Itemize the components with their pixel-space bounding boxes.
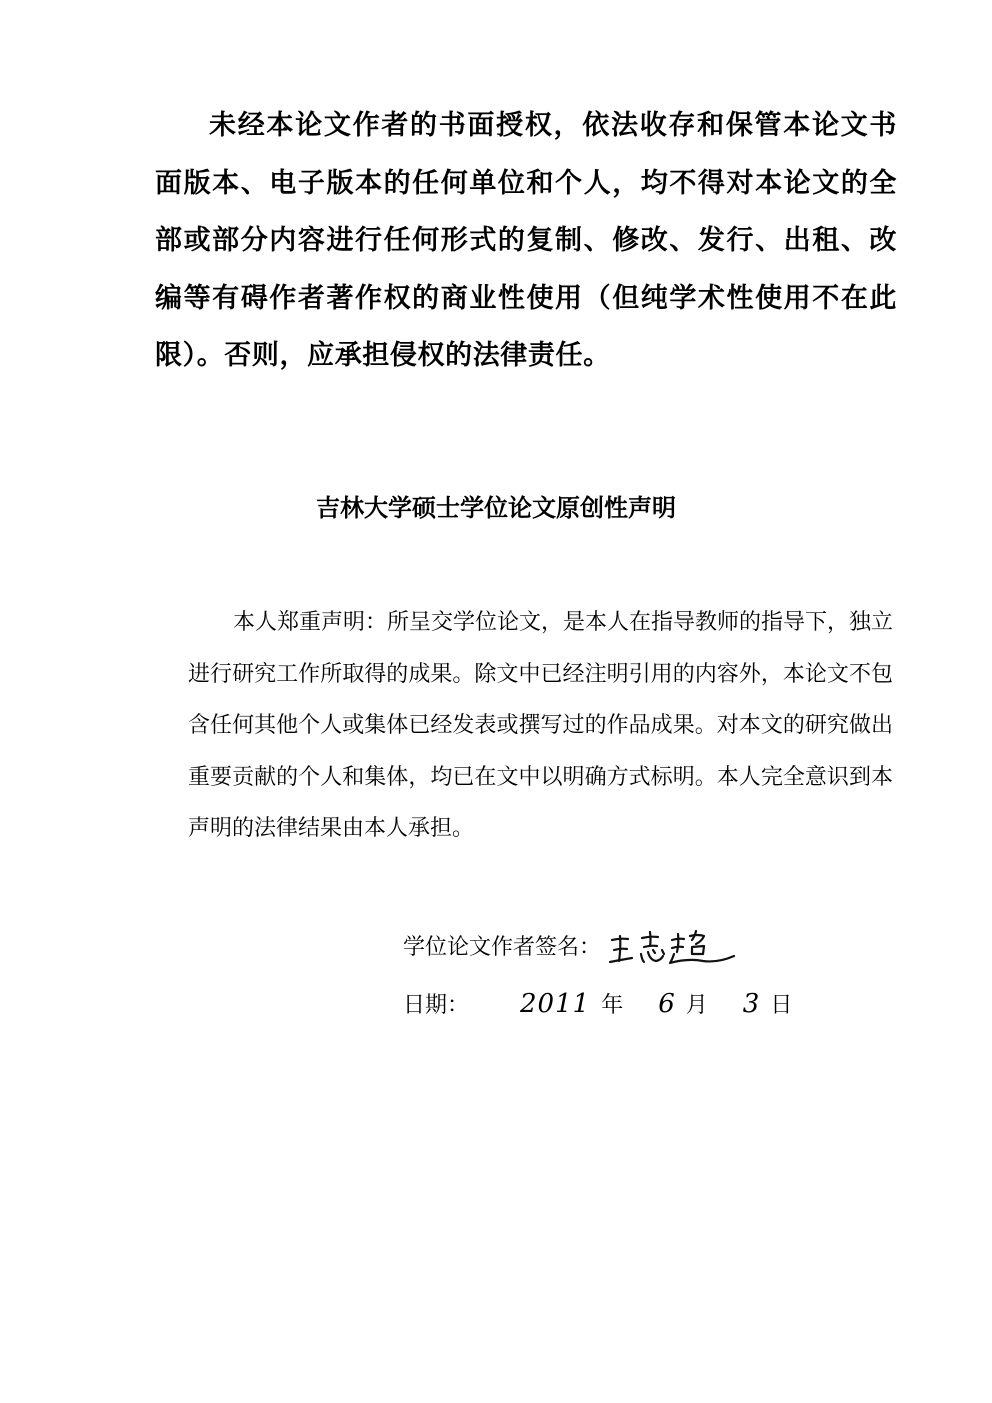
copyright-notice: 未经本论文作者的书面授权，依法收存和保管本论文书面版本、电子版本的任何单位和个人，均不得对本论文的全部或部分内容进行任何形式的复制、修改、发行、出租、改编等有碍作者著作权的商业性使用（但纯学术性使用不在此限）。否则，应承担侵权的法律责任。: [155, 110, 897, 371]
date-month: 6: [658, 989, 675, 1019]
date-year: 2011: [520, 989, 591, 1019]
date-day: 3: [742, 989, 760, 1019]
signature-row: [403, 928, 738, 968]
date-day-unit: 日: [770, 993, 793, 1018]
date-year-unit: 年: [601, 993, 624, 1018]
date-month-unit: 月: [685, 993, 708, 1018]
declaration-title: 吉林大学硕士学位论文原创性声明: [316, 493, 676, 522]
signature-label: 学位论文作者签名：: [403, 935, 602, 960]
handwritten-signature: [608, 928, 738, 968]
date-label: 日期：: [403, 993, 470, 1018]
date-row: [403, 982, 792, 1026]
declaration-body: 本人郑重声明：所呈交学位论文，是本人在指导教师的指导下，独立进行研究工作所取得的成果。除文中已经注明引用的内容外，本论文不包含任何其他个人或集体已经发表或撰写过的作品成果。对本文的研究做出重要贡献的个人和集体，均已在文中以明确方式标明。本人完全意识到本声明的法律结果由本人承担。: [188, 610, 894, 841]
